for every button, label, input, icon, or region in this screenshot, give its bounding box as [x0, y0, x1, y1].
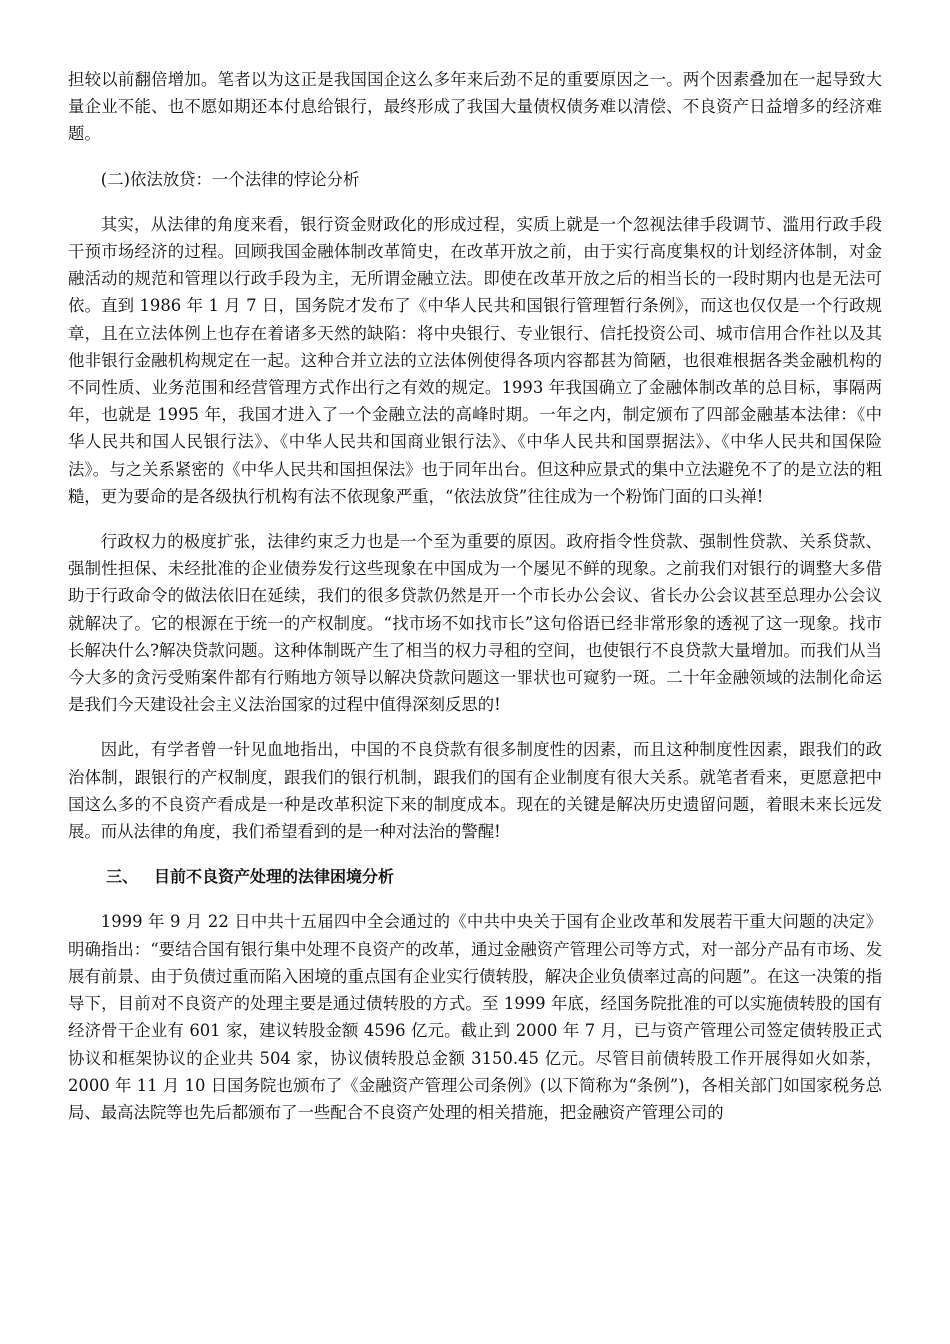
document-page — [68, 66, 882, 1144]
section-heading — [68, 863, 882, 890]
paragraph-institutional-factors: 因此，有学者曾一针见血地指出，中国的不良贷款有很多制度性的因素，而且这种制度性因素，跟我们的政治体制，跟银行的产权制度，跟我们的银行机制，跟我们的国有企业制度有很大关系。就笔者看来，更愿意把中国这么多的不良资产看成是一种是改革积淀下来的制度成本。现在的关键是解决历史遗留问题，着眼未来长远发展。而从法律的角度，我们希望看到的是一种对法治的警醒! — [68, 740, 882, 842]
paragraph-administrative-power: 行政权力的极度扩张，法律约束乏力也是一个至为重要的原因。政府指令性贷款、强制性贷款、关系贷款、强制性担保、未经批准的企业债券发行这些现象在中国成为一个屡见不鲜的现象。之前我们对银行的调整大多借助于行政命令的做法依旧在延续，我们的很多贷款仍然是开一个市长办公会议、省长办公会议甚至总理办公会议就解决了。它的根源在于统一的产权制度。“找市场不如找市长”这句俗语已经非常形象的透视了这一现象。找市长解决什么?解决贷款问题。这种体制既产生了相当的权力寻租的空间，也使银行不良贷款大量增加。而我们从当今大多的贪污受贿案件都有行贿地方领导以解决贷款问题这一罪状也可窥豹一斑。二十年金融领域的法制化命运是我们今天建设社会主义法治国家的过程中值得深刻反思的! — [68, 532, 882, 715]
paragraph-legal-history: 其实，从法律的角度来看，银行资金财政化的形成过程，实质上就是一个忽视法律手段调节、滥用行政手段干预市场经济的过程。回顾我国金融体制改革简史，在改革开放之前，由于实行高度集权的计划经济体制，对金融活动的规范和管理以行政手段为主，无所谓金融立法。即使在改革开放之后的相当长的一段时期内也是无法可依。直到 1986 年 1 月 7 日，国务院才发布了《中华人民共和国银行管理暂行条例》，而这也仅仅是一个行政规章，且在立法体例上也存在着诸多天然的缺陷：将中央银行、专业银行、信托投资公司、城市信用合作社以及其他非银行金融机构规定在一起。这种合并立法的立法体例使得各项内容都甚为简陋，也很难根据各类金融机构的不同性质、业务范围和经营管理方式作出行之有效的规定。1993 年我国确立了金融体制改革的总目标，事隔两年，也就是 1995 年，我国才进入了一个金融立法的高峰时期。一年之内，制定颁布了四部金融基本法律：《中华人民共和国人民银行法》、《中华人民共和国商业银行法》、《中华人民共和国票据法》、《中华人民共和国保险法》。与之关系紧密的《中华人民共和国担保法》也于同年出台。但这种应景式的集中立法避免不了的是立法的粗糙，更为要命的是各级执行机构有法不依现象严重，“依法放贷”往往成为一个粉饰门面的口头禅! — [68, 214, 882, 506]
paragraph-continuation: 担较以前翻倍增加。笔者以为这正是我国国企这么多年来后劲不足的重要原因之一。两个因素叠加在一起导致大量企业不能、也不愿如期还本付息给银行，最终形成了我国大量债权债务难以清偿、不良资产日益增多的经济难题。 — [68, 70, 882, 144]
section-subheading: (二)依法放贷：一个法律的悖论分析 — [100, 169, 360, 189]
section-heading-number: 三、 — [106, 867, 139, 887]
paragraph-debt-equity-swap: 1999 年 9 月 22 日中共十五届四中全会通过的《中共中央关于国有企业改革和发展若干重大问题的决定》明确指出：“要结合国有银行集中处理不良资产的改革，通过金融资产管理公司等方式，对一部分产品有市场、发展有前景、由于负债过重而陷入困境的重点国有企业实行债转股，解决企业负债率过高的问题”。在这一决策的指导下，目前对不良资产的处理主要是通过债转股的方式。至 1999 年底，经国务院批准的可以实施债转股的国有经济骨干企业有 601 家，建议转股金额 4596 亿元。截止到 2000 年 7 月，已与资产管理公司签定债转股正式协议和框架协议的企业共 504 家，协议债转股总金额 3150.45 亿元。尽管目前债转股工作开展得如火如荼， 2000 年 11 月 10 日国务院也颁布了《金融资产管理公司条例》(以下简称为“条例”)，各相关部门如国家税务总局、最高法院等也先后都颁布了一些配合不良资产处理的相关措施，把金融资产管理公司的 — [68, 912, 882, 1122]
section-heading-text: 目前不良资产处理的法律困境分析 — [154, 867, 395, 887]
